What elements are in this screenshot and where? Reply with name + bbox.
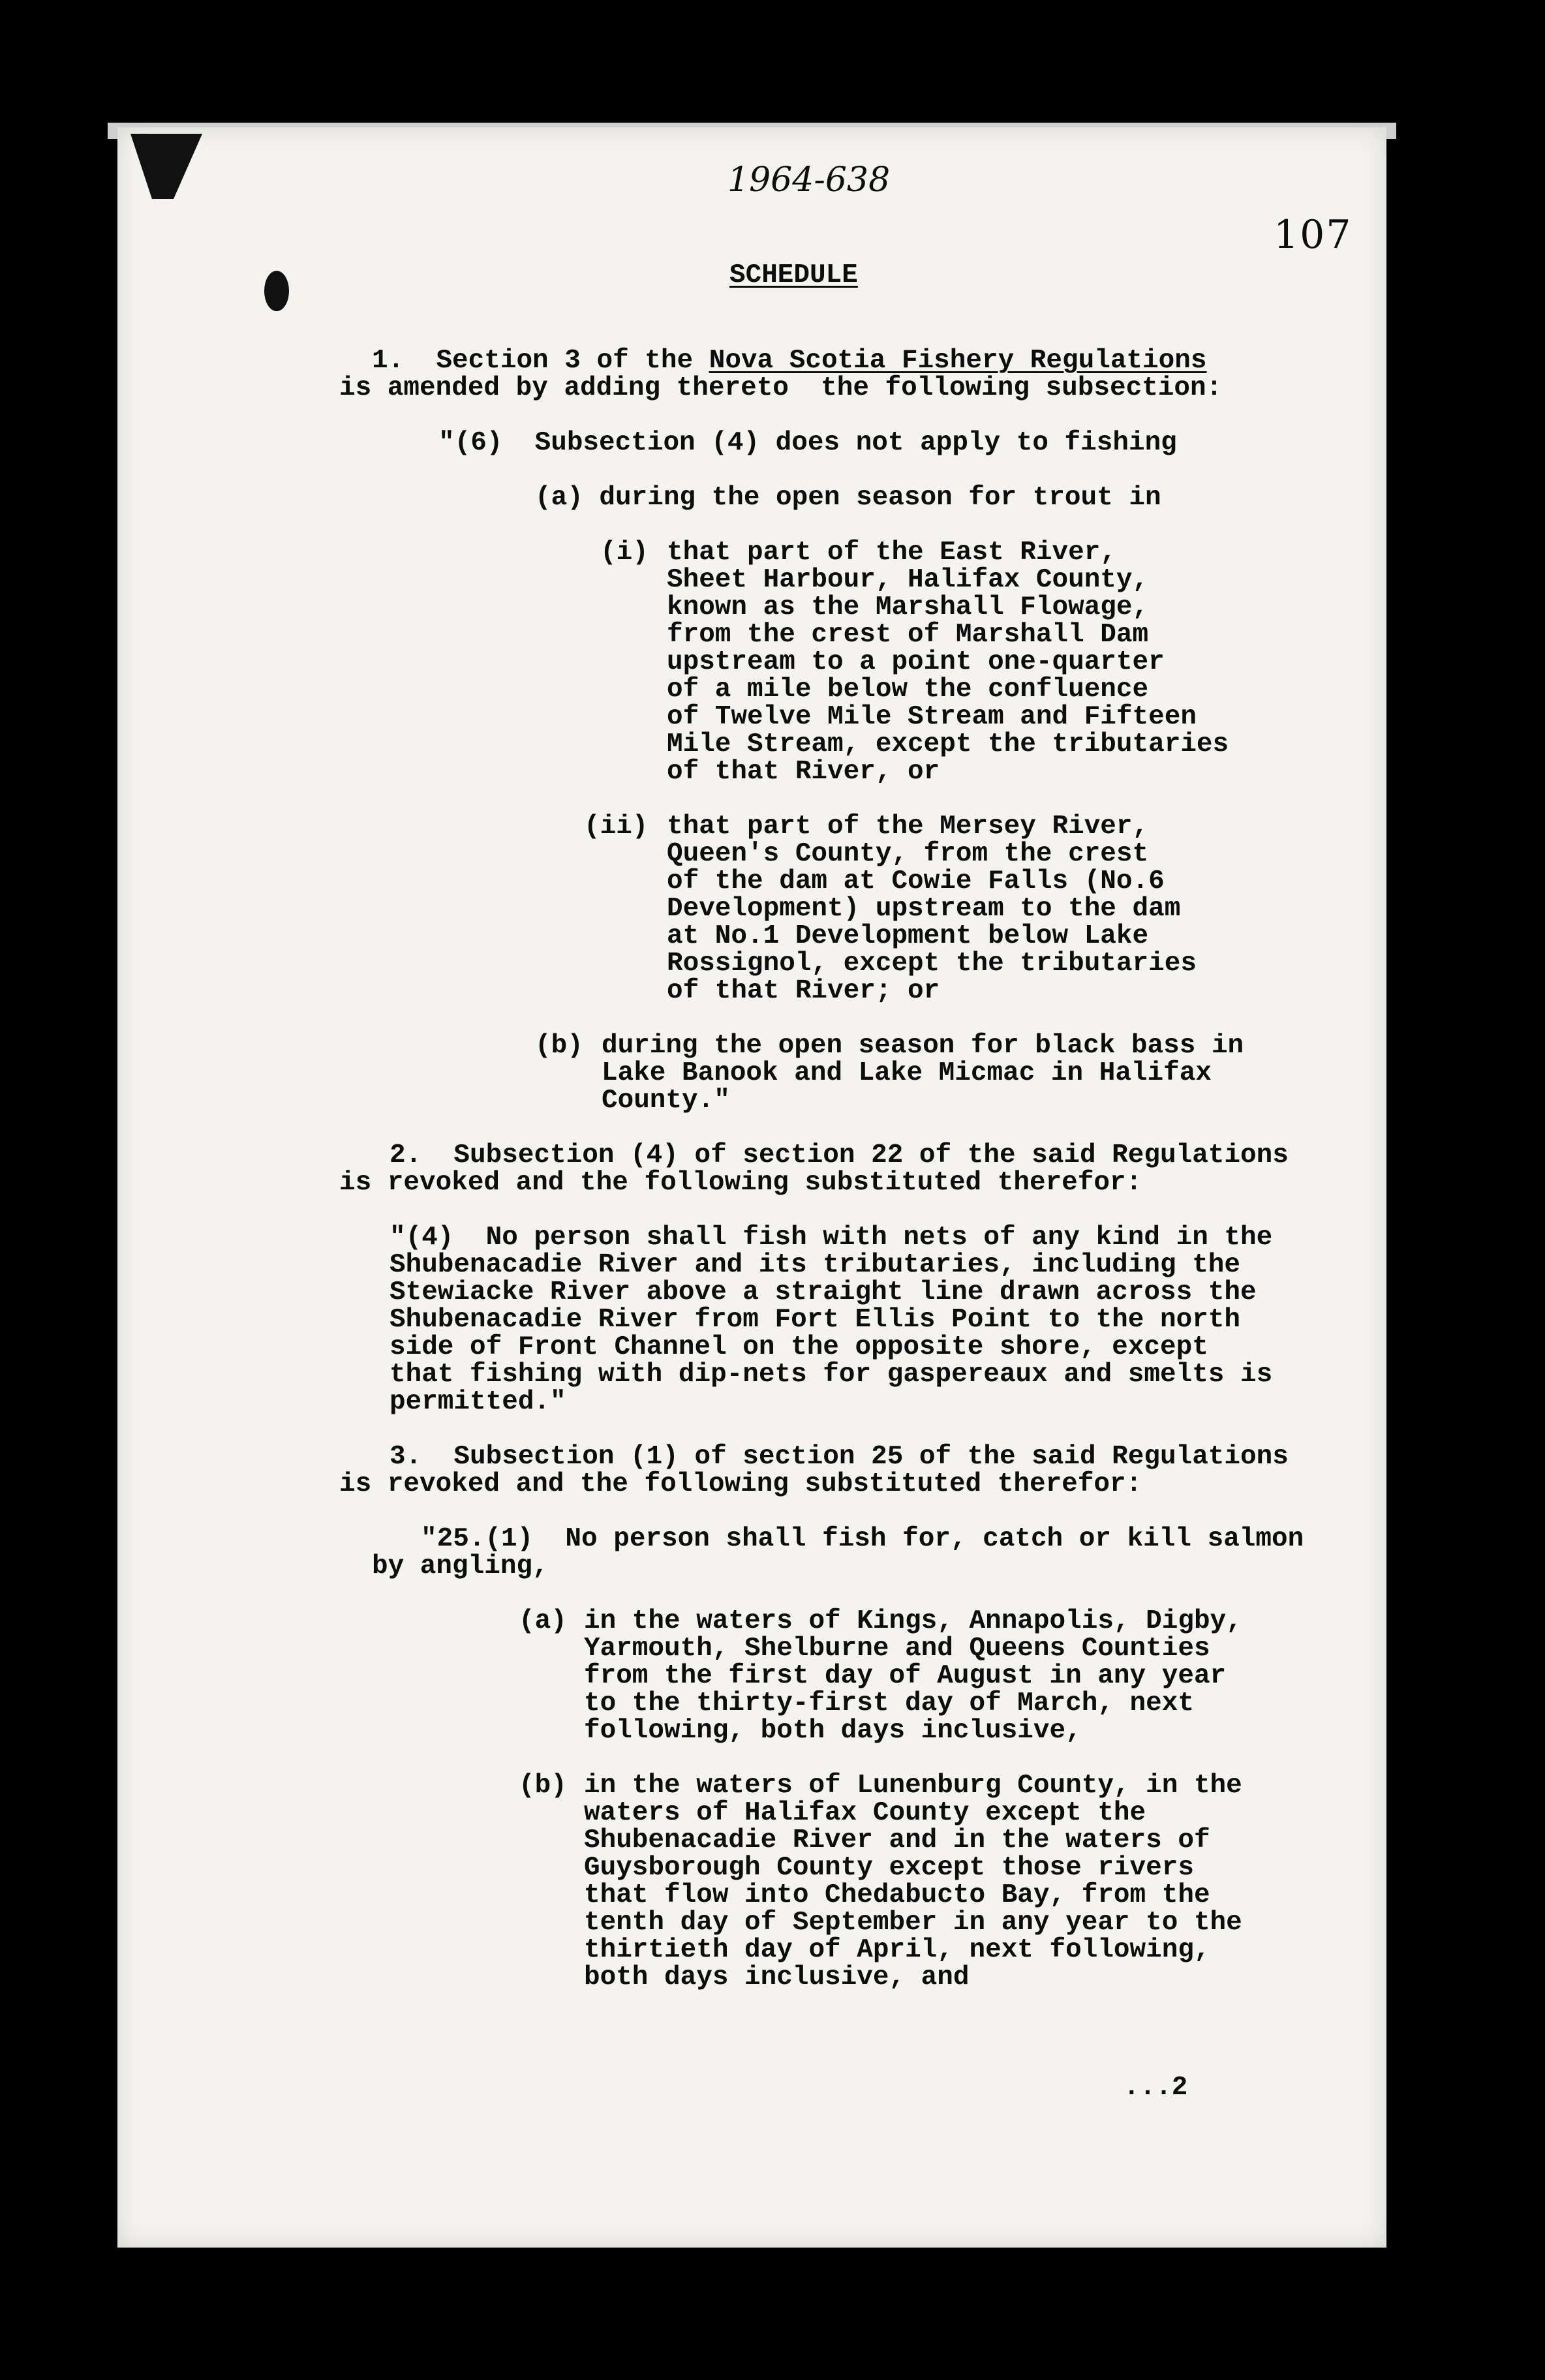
paragraph-b-line: during the open season for black bass in [602, 1031, 1244, 1061]
section-3-line-2: is revoked and the following substituted therefor: [339, 1469, 1142, 1499]
schedule-heading: SCHEDULE [729, 260, 858, 290]
section-3-b-line: thirtieth day of April, next following, [584, 1935, 1210, 1965]
section-2-quote-line: that fishing with dip-nets for gaspereaux and smelts is [390, 1360, 1273, 1390]
section-1-number: 1. [372, 346, 405, 376]
paragraph-b-line: County." [602, 1086, 730, 1116]
section-3-a-line: in the waters of Kings, Annapolis, Digby, [584, 1606, 1242, 1636]
item-ii-marker: (ii) [584, 812, 649, 842]
item-ii-line: of that River; or [667, 976, 940, 1006]
paragraph-b-line: Lake Banook and Lake Micmac in Halifax [602, 1058, 1212, 1088]
section-2-quote-line: "(4) No person shall fish with nets of any kind in the [390, 1223, 1273, 1253]
item-i-line: from the crest of Marshall Dam [667, 620, 1149, 650]
section-3-line-1: 3. Subsection (1) of section 25 of the said Regulations [390, 1442, 1289, 1472]
item-i-line: upstream to a point one-quarter [667, 647, 1165, 677]
section-1-text: Section 3 of the [436, 346, 709, 376]
section-3-a-line: Yarmouth, Shelburne and Queens Counties [584, 1634, 1210, 1664]
item-ii-line: at No.1 Development below Lake [667, 921, 1149, 951]
section-3-b-line: Shubenacadie River and in the waters of [584, 1825, 1210, 1855]
item-i-line: of a mile below the confluence [667, 675, 1149, 705]
continuation-marker: ...2 [1124, 2073, 1188, 2103]
section-3-b-marker: (b) [519, 1771, 567, 1801]
item-ii-line: that part of the Mersey River, [667, 812, 1149, 842]
section-1-line-2: is amended by adding thereto the following subsection: [339, 373, 1223, 403]
paragraph-b-marker: (b) [535, 1031, 583, 1061]
section-3-intro-1: "25.(1) No person shall fish for, catch or kill salmon [421, 1524, 1304, 1554]
ink-blot [264, 271, 289, 311]
section-1-line-1 [372, 348, 1206, 374]
section-3-b-line: in the waters of Lunenburg County, in the [584, 1771, 1242, 1801]
section-2-quote-line: side of Front Channel on the opposite shore, except [390, 1332, 1208, 1362]
item-i-line: Sheet Harbour, Halifax County, [667, 565, 1149, 595]
section-3-a-line: from the first day of August in any year [584, 1661, 1227, 1691]
item-i-line: of that River, or [667, 757, 940, 787]
item-ii-line: Queen's County, from the crest [667, 839, 1149, 869]
item-i-line: of Twelve Mile Stream and Fifteen [667, 702, 1197, 732]
item-i-line: known as the Marshall Flowage, [667, 592, 1149, 622]
section-3-b-line: both days inclusive, and [584, 1962, 970, 1992]
section-2-line-1: 2. Subsection (4) of section 22 of the said Regulations [390, 1140, 1289, 1170]
section-2-quote-line: Shubenacadie River from Fort Ellis Point to the north [390, 1305, 1241, 1335]
handwritten-reference: 1964-638 [727, 160, 891, 200]
section-2-quote-line: Shubenacadie River and its tributaries, including the [390, 1250, 1241, 1280]
item-i-line: Mile Stream, except the tributaries [667, 729, 1229, 759]
section-3-intro-2: by angling, [372, 1551, 549, 1581]
section-3-b-line: Guysborough County except those rivers [584, 1853, 1194, 1883]
section-3-b-line: tenth day of September in any year to the [584, 1908, 1242, 1938]
section-3-a-marker: (a) [519, 1606, 567, 1636]
regulations-title: Nova Scotia Fishery Regulations [709, 346, 1207, 376]
item-ii-line: of the dam at Cowie Falls (No.6 [667, 866, 1165, 896]
section-3-b-line: waters of Halifax County except the [584, 1798, 1146, 1828]
item-i-marker: (i) [600, 538, 649, 568]
paragraph-a: (a) during the open season for trout in [535, 483, 1161, 513]
item-ii-line: Rossignol, except the tributaries [667, 949, 1197, 979]
subsection-6-intro: "(6) Subsection (4) does not apply to fishing [438, 428, 1177, 458]
item-i-line: that part of the East River, [667, 538, 1116, 568]
section-2-quote-line: permitted." [390, 1387, 566, 1417]
section-2-quote-line: Stewiacke River above a straight line drawn across the [390, 1277, 1257, 1307]
section-3-a-line: to the thirty-first day of March, next [584, 1688, 1194, 1718]
section-2-line-2: is revoked and the following substituted therefor: [339, 1168, 1142, 1198]
item-ii-line: Development) upstream to the dam [667, 894, 1181, 924]
section-3-a-line: following, both days inclusive, [584, 1716, 1082, 1746]
page-number: 107 [1274, 212, 1353, 258]
section-3-b-line: that flow into Chedabucto Bay, from the [584, 1880, 1210, 1910]
